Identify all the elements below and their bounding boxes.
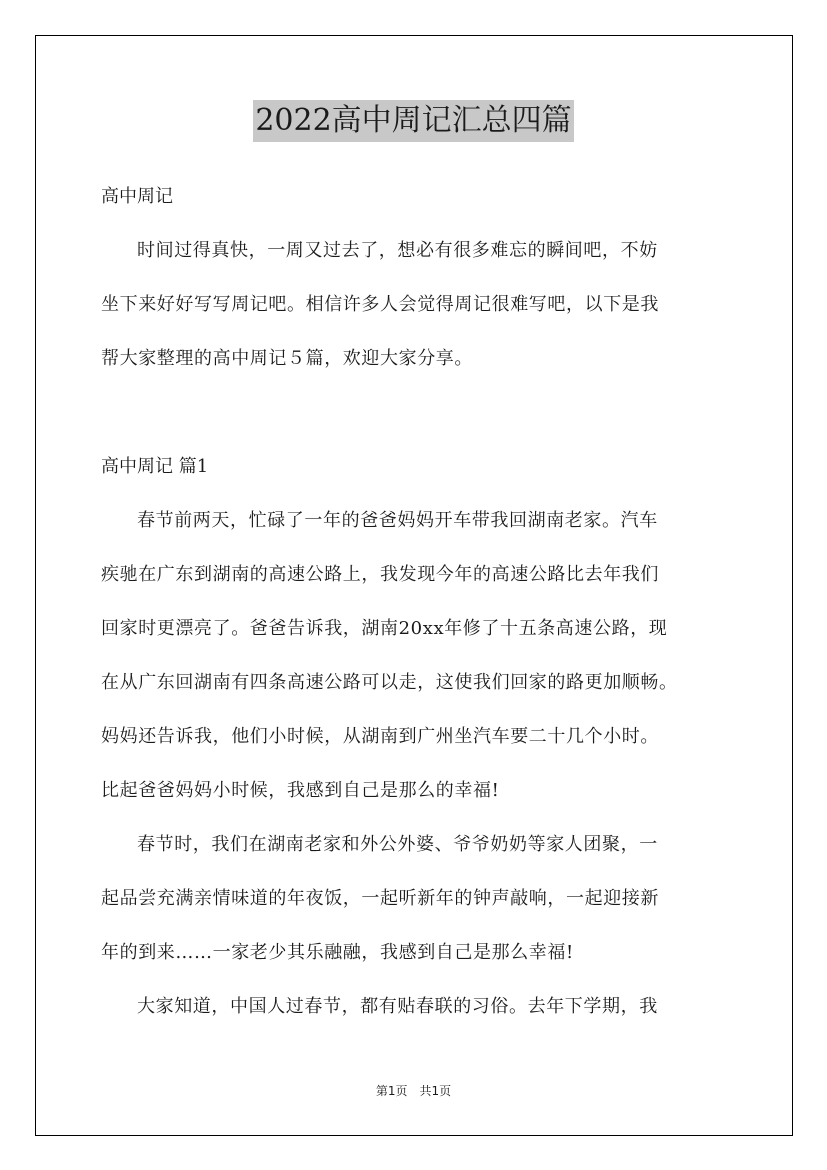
text-line: 帮大家整理的高中周记５篇，欢迎大家分享。 (101, 348, 473, 369)
intro-heading: 高中周记 (101, 186, 173, 207)
paragraph-1 (101, 494, 741, 818)
document-title: 2022高中周记汇总四篇 (253, 100, 573, 142)
spacer (101, 386, 741, 440)
text-line: 大家知道，中国人过春节，都有贴春联的习俗。去年下学期，我 (137, 996, 658, 1017)
text-line: 年的到来……一家老少其乐融融，我感到自己是那么幸福! (101, 942, 574, 963)
document-body (101, 170, 741, 1034)
text-line: 坐下来好好写写周记吧。相信许多人会觉得周记很难写吧，以下是我 (101, 294, 659, 315)
title-container (0, 100, 827, 142)
text-line: 回家时更漂亮了。爸爸告诉我，湖南20xx年修了十五条高速公路，现 (101, 618, 668, 639)
paragraph-2 (101, 818, 741, 980)
text-line: 春节时，我们在湖南老家和外公外婆、爷爷奶奶等家人团聚，一 (137, 834, 658, 855)
text-line: 疾驰在广东到湖南的高速公路上，我发现今年的高速公路比去年我们 (101, 564, 659, 585)
text-line: 春节前两天，忙碌了一年的爸爸妈妈开车带我回湖南老家。汽车 (137, 510, 658, 531)
section-1-heading: 高中周记 篇1 (101, 456, 209, 477)
paragraph-3 (101, 980, 741, 1034)
text-line: 时间过得真快，一周又过去了，想必有很多难忘的瞬间吧，不妨 (137, 240, 658, 261)
text-line: 在从广东回湖南有四条高速公路可以走，这使我们回家的路更加顺畅。 (101, 672, 678, 693)
page-number-footer: 第1页 共1页 (375, 1084, 452, 1098)
text-line: 起品尝充满亲情味道的年夜饭，一起听新年的钟声敲响，一起迎接新 (101, 888, 659, 909)
text-line: 妈妈还告诉我，他们小时候，从湖南到广州坐汽车要二十几个小时。 (101, 726, 659, 747)
text-line: 比起爸爸妈妈小时候，我感到自己是那么的幸福! (101, 780, 500, 801)
intro-paragraph (101, 224, 741, 386)
